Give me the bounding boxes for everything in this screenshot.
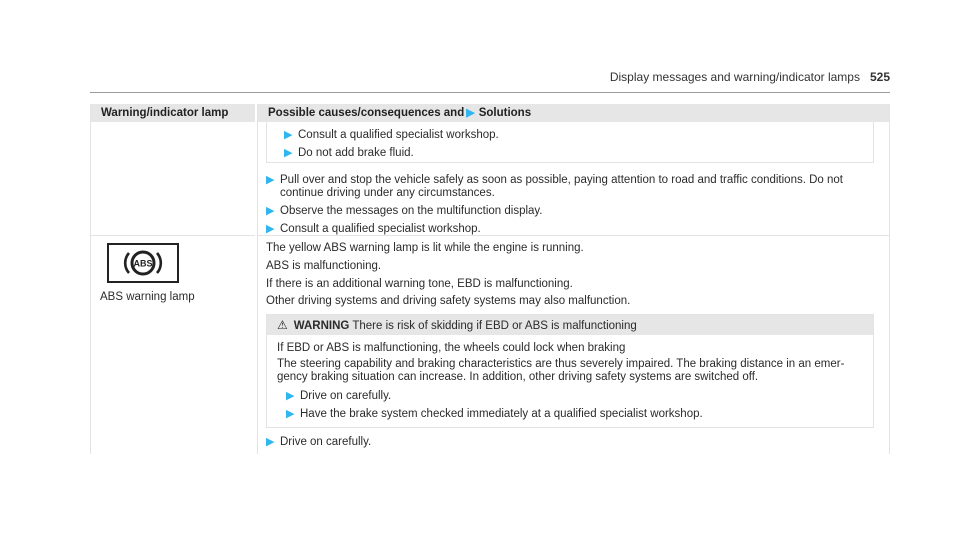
row-separator <box>91 235 255 236</box>
abs-lamp-label: ABS warning lamp <box>100 291 195 303</box>
nested-steps-box <box>266 122 874 163</box>
step-arrow-icon: ▶ <box>284 129 293 141</box>
row-separator <box>258 235 889 236</box>
step-arrow-icon: ▶ <box>266 223 275 235</box>
warning-lamp-table <box>90 104 890 454</box>
step-item: ▶ Do not add brake fluid. <box>284 147 414 159</box>
abs-warning-lamp-icon <box>107 243 179 283</box>
solution-arrow-icon: ▶ <box>466 107 475 119</box>
warning-text: gency braking situation can increase. In addition, other driving safety systems are switched off. <box>277 371 759 383</box>
step-arrow-icon: ▶ <box>266 205 275 217</box>
lamp-column-header: Warning/indicator lamp <box>91 104 255 122</box>
lamp-column <box>90 104 255 454</box>
step-continuation: continue driving under any circumstances. <box>280 187 495 199</box>
page-number: 525 <box>869 70 890 84</box>
warning-header <box>267 315 873 335</box>
warning-step: ▶ Drive on carefully. <box>286 390 392 402</box>
step-arrow-icon: ▶ <box>284 147 293 159</box>
abs-paragraph: ABS is malfunctioning. <box>266 260 382 272</box>
warning-text: If EBD or ABS is malfunctioning, the wheels could lock when braking <box>277 342 626 354</box>
causes-column-header <box>258 104 889 122</box>
causes-header-text: Possible causes/consequences and <box>268 107 465 119</box>
header-rule <box>90 92 890 93</box>
warning-label: WARNING <box>293 320 350 332</box>
step-item: ▶ Observe the messages on the multifunction display. <box>266 205 543 217</box>
step-arrow-icon: ▶ <box>286 390 295 402</box>
causes-column <box>257 104 890 454</box>
abs-icon-text: ABS <box>133 258 153 269</box>
warning-text: The steering capability and braking characteristics are thus severely impaired. The braking distance in an emer- <box>277 358 845 370</box>
step-item: ▶ Consult a qualified specialist workshop. <box>266 223 481 235</box>
step-item: ▶ Drive on carefully. <box>266 436 372 448</box>
step-arrow-icon: ▶ <box>286 408 295 420</box>
solutions-header-text: Solutions <box>478 107 532 119</box>
running-head-title: Display messages and warning/indicator lamps <box>609 70 860 84</box>
warning-triangle-icon: ⚠ <box>277 318 288 332</box>
step-item: ▶ Pull over and stop the vehicle safely as soon as possible, paying attention to road and traffic conditions. Do not <box>266 174 843 186</box>
running-head <box>610 70 890 84</box>
step-item: ▶ Consult a qualified specialist workshop. <box>284 129 499 141</box>
step-arrow-icon: ▶ <box>266 436 275 448</box>
warning-title: There is risk of skidding if EBD or ABS is malfunctioning <box>352 320 637 332</box>
warning-box <box>266 314 874 428</box>
abs-paragraph: Other driving systems and driving safety systems may also malfunction. <box>266 295 631 307</box>
abs-paragraph: The yellow ABS warning lamp is lit while the engine is running. <box>266 242 584 254</box>
step-arrow-icon: ▶ <box>266 174 275 186</box>
abs-paragraph: If there is an additional warning tone, EBD is malfunctioning. <box>266 278 573 290</box>
warning-step: ▶ Have the brake system checked immediately at a qualified specialist workshop. <box>286 408 703 420</box>
